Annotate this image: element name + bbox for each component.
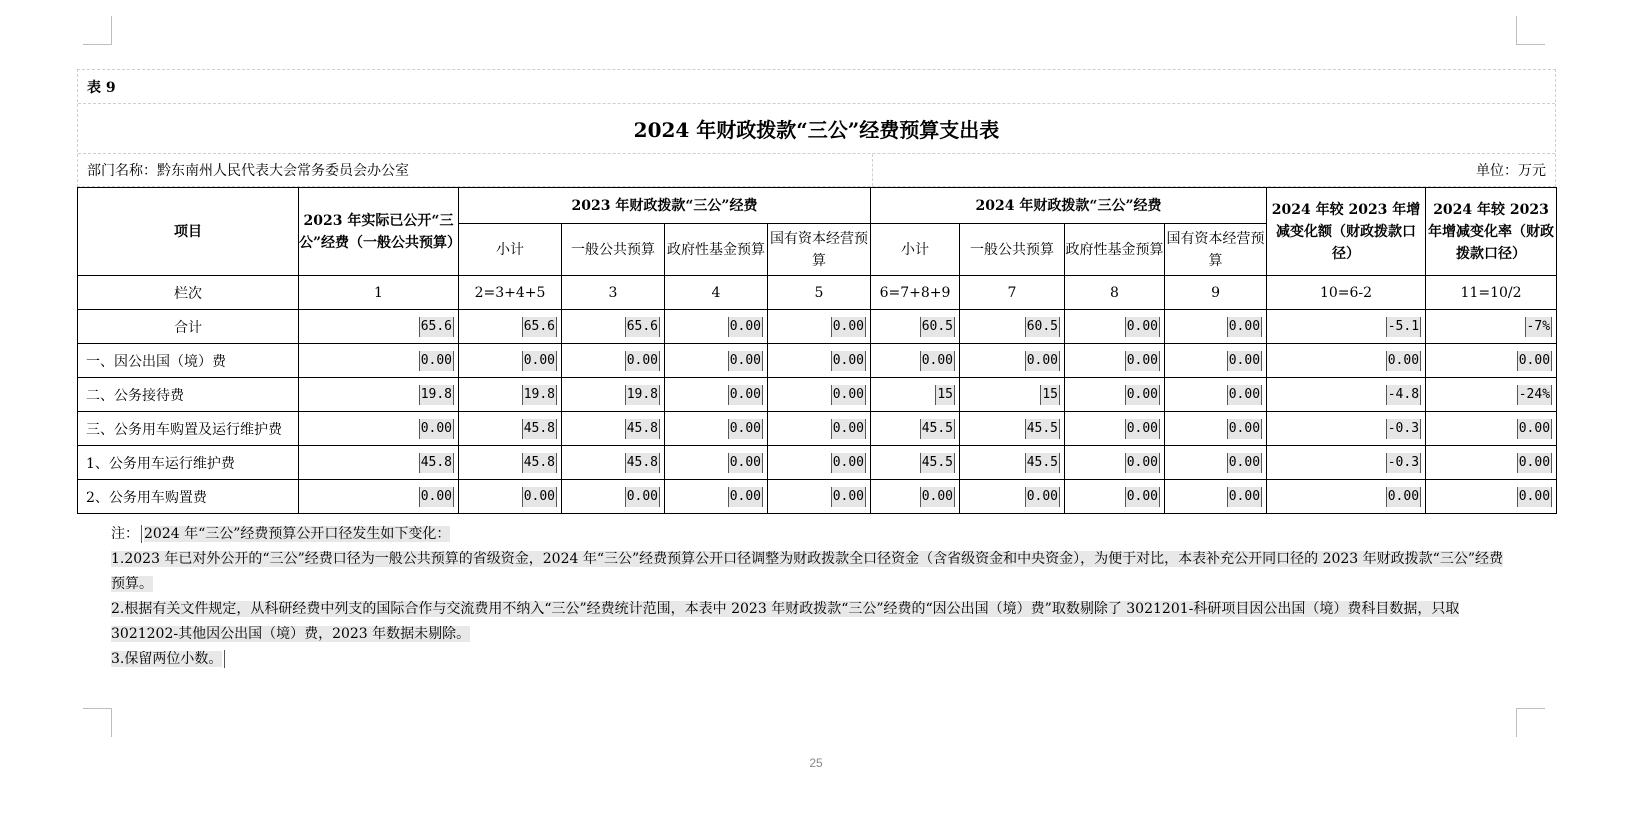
value-cell (1267, 378, 1426, 412)
note-1: 1.2023 年已对外公开的“三公”经费口径为一般公共预算的省级资金，2024 年“三公”经费预算公开口径调整为财政拨款全口径资金（含省级资金和中央资金），为便于对比，本表补充公开同口径的 2023 年财政拨款“三公”经费预算。 (111, 551, 1503, 592)
row-label: 1、公务用车运行维护费 (78, 446, 299, 480)
department-name: 部门名称：黔东南州人民代表大会常务委员会办公室 (78, 154, 873, 186)
value-field[interactable]: -4.8 (1386, 385, 1421, 405)
value-field[interactable]: 0.00 (1125, 317, 1160, 337)
value-cell (299, 446, 459, 480)
value-cell (1426, 480, 1557, 514)
value-field[interactable]: 0.00 (419, 419, 454, 439)
column-index-cell: 4 (665, 276, 768, 310)
value-field[interactable]: 0.00 (831, 351, 866, 371)
value-cell (1065, 344, 1165, 378)
value-field[interactable]: 0.00 (728, 385, 763, 405)
value-field[interactable]: 0.00 (522, 487, 557, 507)
value-cell (665, 412, 768, 446)
value-cell (299, 344, 459, 378)
note-2: 2.根据有关文件规定，从科研经费中列支的国际合作与交流费用不纳入“三公”经费统计范围，本表中 2023 年财政拨款“三公”经费的“因公出国（境）费”取数剔除了 3021201-科研项目因公出国（境）费科目数据，只取 3021202-其他因公出国（境）费，2023 年数据未剔除。 (111, 601, 1460, 642)
value-field[interactable]: 19.8 (419, 385, 454, 405)
value-field[interactable]: 45.5 (1025, 419, 1060, 439)
value-cell (871, 446, 960, 480)
value-cell (1065, 378, 1165, 412)
value-cell (665, 480, 768, 514)
value-cell (1426, 344, 1557, 378)
value-field[interactable]: 45.8 (625, 419, 660, 439)
column-index-cell: 2=3+4+5 (459, 276, 562, 310)
row-label: 2、公务用车购置费 (78, 480, 299, 514)
table-heading-block (77, 69, 1556, 187)
value-cell (768, 446, 871, 480)
value-field[interactable]: 0.00 (1025, 487, 1060, 507)
value-cell (768, 412, 871, 446)
value-cell (299, 378, 459, 412)
value-cell (665, 344, 768, 378)
value-cell (1267, 446, 1426, 480)
value-field[interactable]: 0.00 (1227, 351, 1262, 371)
note-intro: 2024 年“三公”经费预算公开口径发生如下变化： (144, 526, 451, 542)
header-item: 项目 (78, 188, 299, 276)
header-state-capital-2024: 国有资本经营预算 (1165, 224, 1267, 276)
value-cell (871, 480, 960, 514)
value-cell (459, 310, 562, 344)
value-field[interactable]: 45.8 (522, 453, 557, 473)
value-field[interactable]: 45.5 (920, 453, 955, 473)
value-field[interactable]: 0.00 (831, 317, 866, 337)
value-field[interactable]: 0.00 (625, 487, 660, 507)
value-field[interactable]: -24% (1517, 385, 1552, 405)
value-field[interactable]: 0.00 (1227, 453, 1262, 473)
value-cell (459, 378, 562, 412)
table-row (78, 310, 1557, 344)
value-cell (665, 310, 768, 344)
value-cell (871, 412, 960, 446)
header-state-capital-2023: 国有资本经营预算 (768, 224, 871, 276)
value-field[interactable]: 0.00 (1025, 351, 1060, 371)
value-cell (871, 310, 960, 344)
value-cell (1165, 310, 1267, 344)
column-index-label: 栏次 (78, 276, 299, 310)
value-field[interactable]: 65.6 (522, 317, 557, 337)
value-cell (562, 344, 665, 378)
column-index-cell: 5 (768, 276, 871, 310)
page-number: 25 (809, 756, 823, 770)
value-field[interactable]: -0.3 (1386, 419, 1421, 439)
table-row (78, 446, 1557, 480)
value-cell (459, 344, 562, 378)
value-field[interactable]: 0.00 (920, 351, 955, 371)
value-cell (768, 310, 871, 344)
value-field[interactable]: 60.5 (1025, 317, 1060, 337)
value-field[interactable]: 0.00 (419, 351, 454, 371)
value-field[interactable]: 15 (935, 385, 955, 405)
value-field[interactable]: 0.00 (419, 487, 454, 507)
value-field[interactable]: 15 (1040, 385, 1060, 405)
value-field[interactable]: 0.00 (1227, 487, 1262, 507)
value-cell (960, 446, 1065, 480)
value-field[interactable]: 0.00 (920, 487, 955, 507)
value-cell (1267, 310, 1426, 344)
value-field[interactable]: 45.8 (419, 453, 454, 473)
column-index-cell: 1 (299, 276, 459, 310)
value-field[interactable]: 0.00 (1517, 351, 1552, 371)
column-index-cell: 9 (1165, 276, 1267, 310)
value-cell (960, 344, 1065, 378)
value-cell (459, 480, 562, 514)
header-gov-fund-2023: 政府性基金预算 (665, 224, 768, 276)
value-cell (1267, 344, 1426, 378)
value-cell (1165, 412, 1267, 446)
value-field[interactable]: -5.1 (1386, 317, 1421, 337)
value-field[interactable]: 0.00 (522, 351, 557, 371)
crop-mark-top-right (1516, 16, 1545, 45)
value-field[interactable]: 0.00 (1125, 351, 1160, 371)
header-2023-actual: 2023 年实际已公开“三公”经费（一般公共预算） (299, 188, 459, 276)
value-field[interactable]: 45.5 (1025, 453, 1060, 473)
column-index-cell: 8 (1065, 276, 1165, 310)
value-cell (960, 310, 1065, 344)
value-field[interactable]: 0.00 (1517, 419, 1552, 439)
value-cell (562, 412, 665, 446)
value-cell (1065, 412, 1165, 446)
value-field[interactable]: 0.00 (1125, 419, 1160, 439)
header-subtotal-2024: 小计 (871, 224, 960, 276)
note-3: 3.保留两位小数。 (111, 651, 223, 667)
value-cell (1426, 310, 1557, 344)
value-field[interactable]: 0.00 (1517, 487, 1552, 507)
value-cell (1065, 446, 1165, 480)
value-cell (1165, 480, 1267, 514)
header-change-amount: 2024 年较 2023 年增减变化额（财政拨款口径） (1267, 188, 1426, 276)
value-cell (1426, 378, 1557, 412)
page-title: 2024 年财政拨款“三公”经费预算支出表 (78, 104, 1555, 154)
unit-label: 单位：万元 (1476, 163, 1546, 179)
value-cell (1065, 480, 1165, 514)
column-index-cell: 7 (960, 276, 1065, 310)
value-field[interactable]: 45.8 (522, 419, 557, 439)
table-row (78, 412, 1557, 446)
value-field[interactable]: 0.00 (1386, 487, 1421, 507)
value-cell (960, 412, 1065, 446)
budget-table (77, 187, 1557, 514)
value-cell (1426, 446, 1557, 480)
table-label: 表 9 (78, 70, 1555, 104)
value-field[interactable]: 60.5 (920, 317, 955, 337)
value-cell (1267, 480, 1426, 514)
value-field[interactable]: -0.3 (1386, 453, 1421, 473)
value-cell (562, 446, 665, 480)
value-field[interactable]: 0.00 (1386, 351, 1421, 371)
value-cell (1165, 344, 1267, 378)
crop-mark-bottom-left (83, 708, 112, 737)
value-cell (562, 310, 665, 344)
header-group-2023: 2023 年财政拨款“三公”经费 (459, 188, 871, 224)
note-prefix: 注： (111, 526, 139, 542)
value-cell (562, 378, 665, 412)
value-cell (768, 480, 871, 514)
value-field[interactable]: 19.8 (625, 385, 660, 405)
header-gov-fund-2024: 政府性基金预算 (1065, 224, 1165, 276)
row-label: 合计 (78, 310, 299, 344)
value-field[interactable]: 0.00 (728, 453, 763, 473)
value-field[interactable]: 0.00 (1227, 419, 1262, 439)
value-cell (665, 378, 768, 412)
note-intro-line (111, 522, 1516, 547)
value-cell (299, 412, 459, 446)
meta-row (78, 154, 1555, 186)
value-cell (1267, 412, 1426, 446)
table-row (78, 344, 1557, 378)
value-cell (960, 378, 1065, 412)
table-row (78, 378, 1557, 412)
value-field[interactable]: 65.6 (625, 317, 660, 337)
value-field[interactable]: 0.00 (831, 419, 866, 439)
value-cell (1426, 412, 1557, 446)
value-field[interactable]: 0.00 (728, 317, 763, 337)
header-general-budget-2023: 一般公共预算 (562, 224, 665, 276)
table-row (78, 480, 1557, 514)
value-cell (960, 480, 1065, 514)
value-cell (871, 344, 960, 378)
value-cell (1065, 310, 1165, 344)
value-field[interactable]: 0.00 (728, 487, 763, 507)
header-general-budget-2024: 一般公共预算 (960, 224, 1065, 276)
value-field[interactable]: 0.00 (1517, 453, 1552, 473)
value-field[interactable]: 0.00 (831, 453, 866, 473)
header-subtotal-2023: 小计 (459, 224, 562, 276)
value-field[interactable]: 0.00 (1227, 385, 1262, 405)
value-cell (299, 310, 459, 344)
value-cell (871, 378, 960, 412)
value-cell (665, 446, 768, 480)
value-field[interactable]: 0.00 (831, 385, 866, 405)
row-label: 二、公务接待费 (78, 378, 299, 412)
value-field[interactable]: 0.00 (625, 351, 660, 371)
value-cell (459, 446, 562, 480)
crop-mark-top-left (83, 16, 112, 45)
value-cell (768, 378, 871, 412)
column-index-row (78, 276, 1557, 310)
column-index-cell: 3 (562, 276, 665, 310)
column-index-cell: 11=10/2 (1426, 276, 1557, 310)
row-label: 三、公务用车购置及运行维护费 (78, 412, 299, 446)
value-field[interactable]: 45.5 (920, 419, 955, 439)
value-cell (459, 412, 562, 446)
value-cell (562, 480, 665, 514)
value-cell (1165, 378, 1267, 412)
value-field[interactable]: 45.8 (625, 453, 660, 473)
value-field[interactable]: -7% (1525, 317, 1552, 337)
value-field[interactable]: 0.00 (728, 419, 763, 439)
value-field[interactable]: 19.8 (522, 385, 557, 405)
row-label: 一、因公出国（境）费 (78, 344, 299, 378)
value-field[interactable]: 0.00 (1125, 453, 1160, 473)
column-index-cell: 6=7+8+9 (871, 276, 960, 310)
value-field[interactable]: 0.00 (1125, 487, 1160, 507)
header-change-rate: 2024 年较 2023 年增减变化率（财政拨款口径） (1426, 188, 1557, 276)
value-field[interactable]: 0.00 (831, 487, 866, 507)
notes (111, 522, 1516, 672)
value-field[interactable]: 0.00 (1125, 385, 1160, 405)
column-index-cell: 10=6-2 (1267, 276, 1426, 310)
value-field[interactable]: 0.00 (1227, 317, 1262, 337)
value-field[interactable]: 0.00 (728, 351, 763, 371)
value-field[interactable]: 65.6 (419, 317, 454, 337)
value-cell (1165, 446, 1267, 480)
crop-mark-bottom-right (1516, 708, 1545, 737)
value-cell (768, 344, 871, 378)
header-group-2024: 2024 年财政拨款“三公”经费 (871, 188, 1267, 224)
value-cell (299, 480, 459, 514)
